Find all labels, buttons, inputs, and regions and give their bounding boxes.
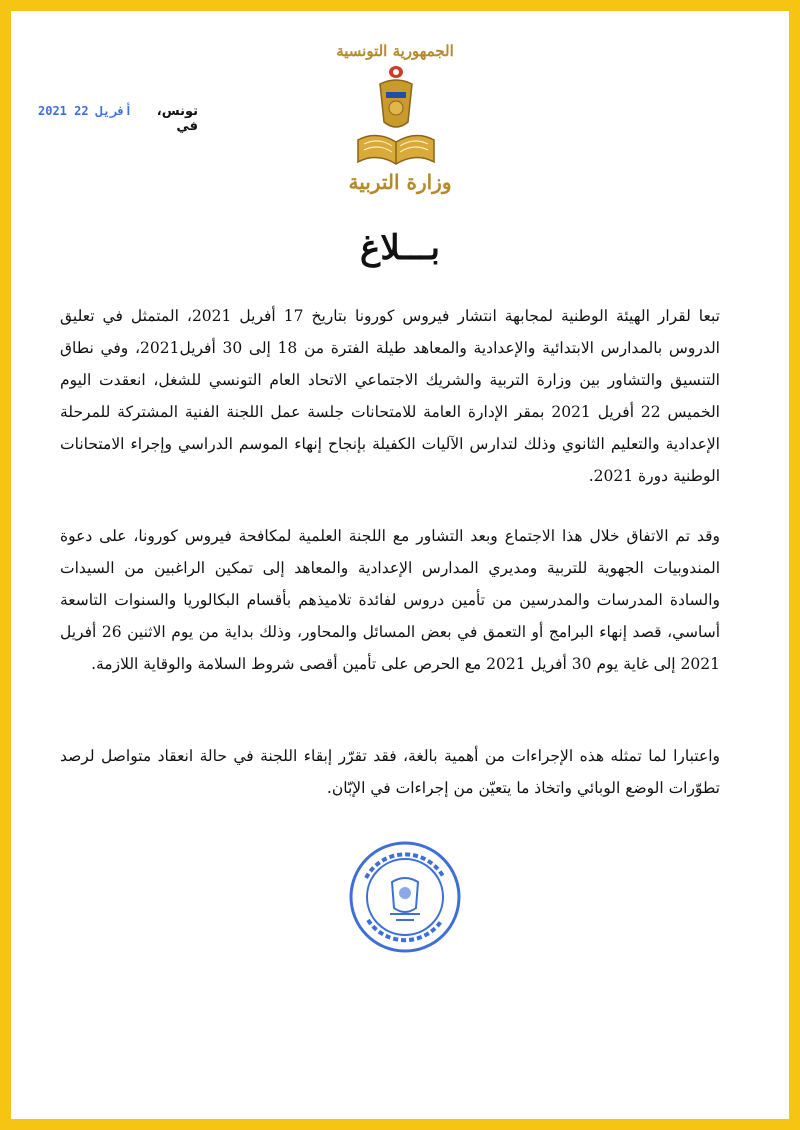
ministry-name: وزارة التربية [348,170,452,194]
date-line [38,104,198,134]
official-seal-icon [346,838,464,956]
paragraph-2: وقد تم الاتفاق خلال هذا الاجتماع وبعد التشاور مع اللجنة العلمية لمكافحة فيروس كورونا، على دعوة المندوبيات الجهوية للتربية ومديري المدارس الإعدادية والمعاهد إلى تمكين الراغبين من السيدات والسادة المدرسات والمدرسين من تأمين دروس لفائدة تلاميذهم بأقسام البكالوريا والسنوات التاسعة أساسي، قصد إنهاء البرامج أو التعمق في بعض المسائل والمحاور، وذلك بداية من يوم الاثنين 26 أفريل 2021 إلى غاية يوم 30 أفريل 2021 مع الحرص على تأمين أقصى شروط السلامة والوقاية اللازمة. [60,527,720,673]
paragraph-3: واعتبارا لما تمثله هذه الإجراءات من أهمية بالغة، فقد تقرّر إبقاء اللجنة في حالة انعقاد متواصل لرصد تطوّرات الوضع الوبائي واتخاذ ما يتعيّن من إجراءات في الإبّان. [60,747,720,797]
paragraph-1: تبعا لقرار الهيئة الوطنية لمجابهة انتشار فيروس كورونا بتاريخ 17 أفريل 2021، المتمثل في تعليق الدروس بالمدارس الابتدائية والإعدادية والمعاهد طيلة الفترة من 18 إلى 30 أفريل2021، وفي نطاق التنسيق والتشاور بين وزارة التربية والشريك الاجتماعي الاتحاد العام التونسي للشغل، انعقدت اليوم الخميس 22 أفريل 2021 بمقر الإدارة العامة للامتحانات جلسة عمل اللجنة الفنية المشتركة للمرحلة الإعدادية والتعليم الثانوي وذلك لتدارس الآليات الكفيلة بإنجاح إنهاء الموسم الدراسي وإجراء الامتحانات الوطنية دورة 2021. [60,307,720,485]
date-stamp: 2021 أفريل 22 [38,104,132,118]
republic-header: الجمهورية التونسية [336,42,454,60]
date-label: تونس، في [156,104,198,134]
ministry-emblem-icon [346,62,446,182]
document-title: بـــلاغ [360,228,440,268]
